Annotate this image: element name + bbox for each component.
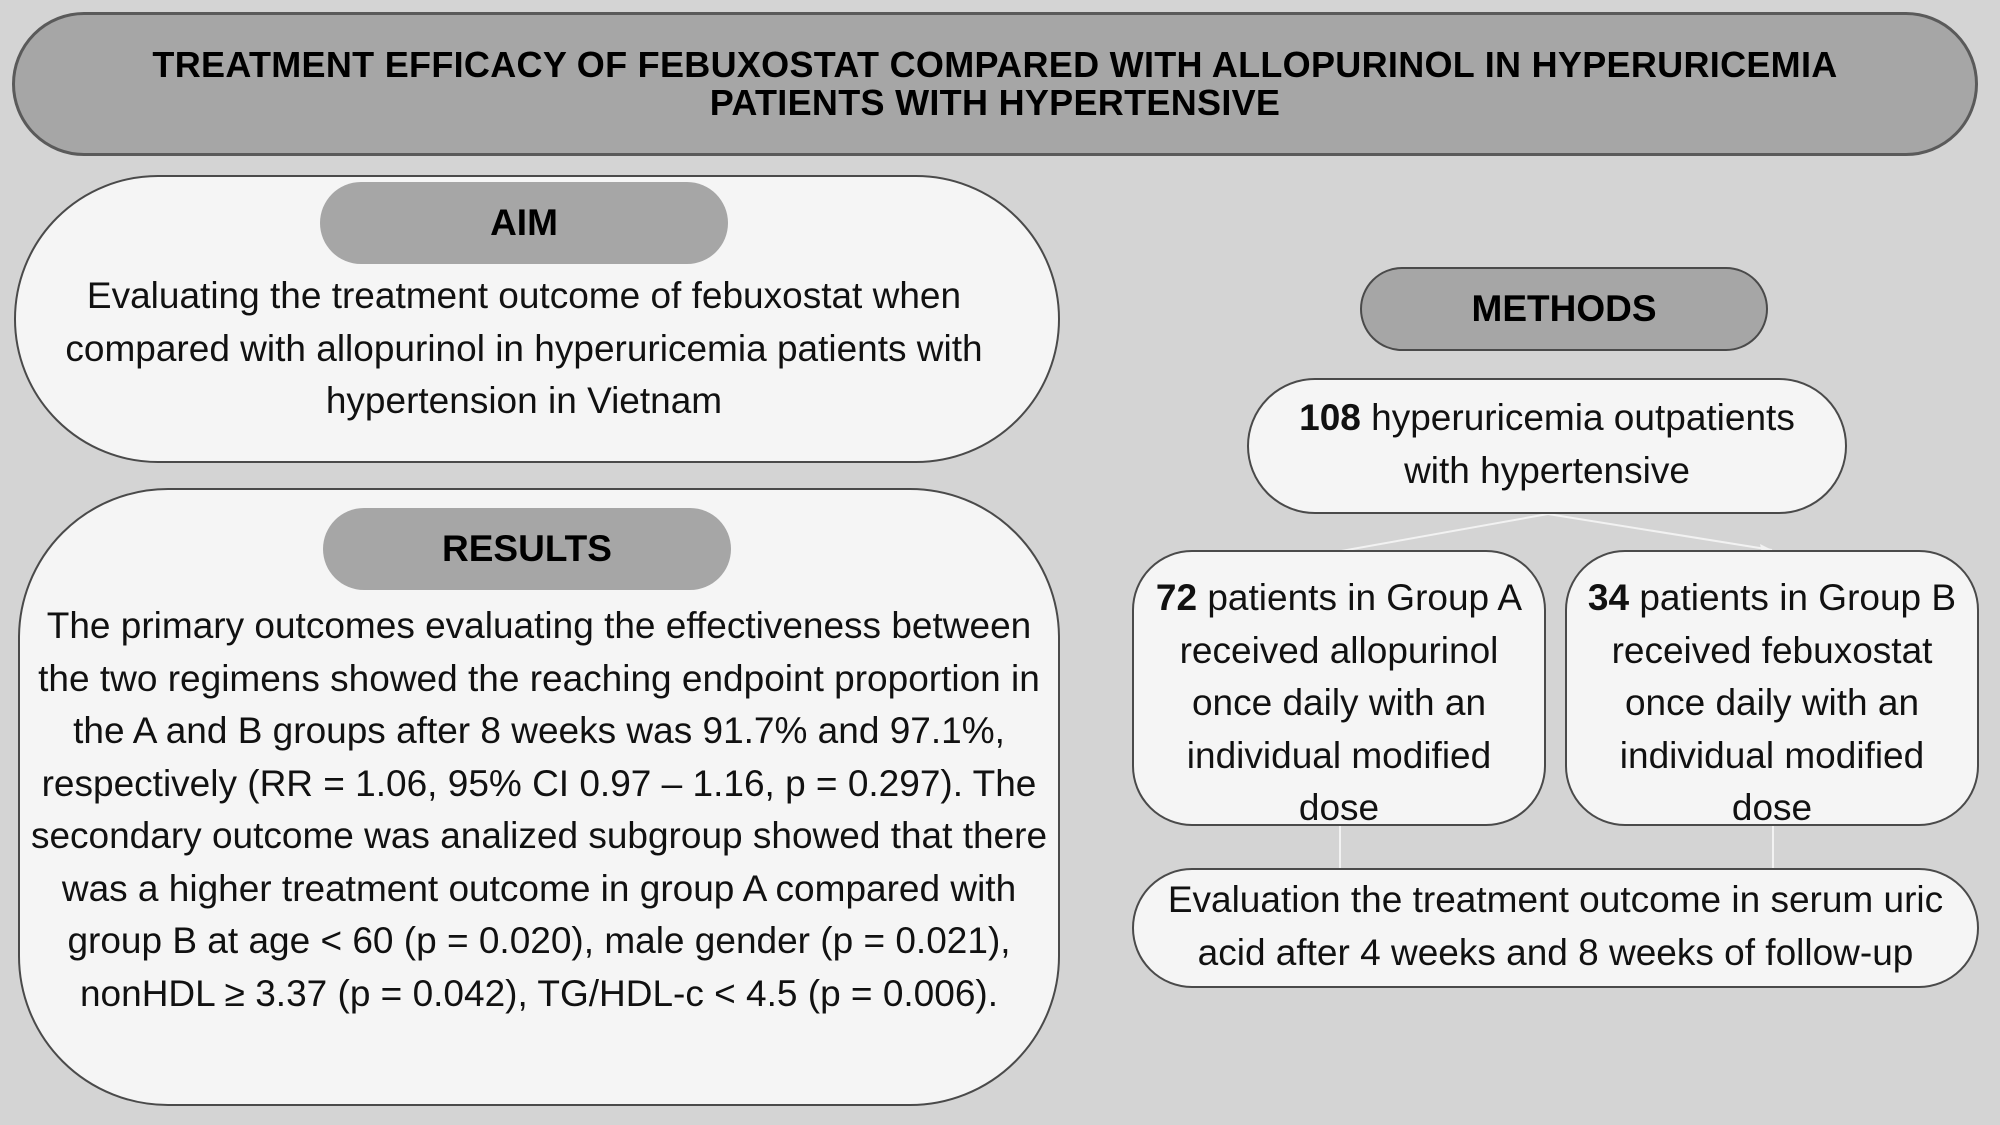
results-text: The primary outcomes evaluating the effectiveness between the two regimens showed the reaching endpoint proportion in the A and B groups after 8 weeks was 91.7% and 97.1%, respectively (RR = 1.06, 95% CI 0.97 – 1.16, p = 0.297). The secondary outcome was analized subgroup showed that there was a higher treatment outcome in group A compared with group B at age < 60 (p = 0.020), male gender (p = 0.021), nonHDL ≥ 3.37 (p = 0.042), TG/HDL-c < 4.5 (p = 0.006). xyxy=(30,605,1048,1014)
title-line-1: TREATMENT EFFICACY OF FEBUXOSTAT COMPARED WITH ALLOPURINOL IN HYPERURICEMIA xyxy=(152,44,1838,85)
node-total-patients xyxy=(1247,378,1847,514)
aim-label: AIM xyxy=(320,182,728,264)
evaluation-text: Evaluation the treatment outcome in serum uric acid after 4 weeks and 8 weeks of follow-up xyxy=(1167,879,1944,973)
group-b-count: 34 xyxy=(1587,577,1630,618)
connector-total-to-a xyxy=(1330,514,1548,553)
methods-label: METHODS xyxy=(1360,267,1768,351)
title-banner xyxy=(12,12,1978,156)
node-group-a xyxy=(1132,550,1546,826)
title-line-2: PATIENTS WITH HYPERTENSIVE xyxy=(709,82,1281,123)
group-b-text: patients in Group B received febuxostat once daily with an individual modified dose xyxy=(1611,577,1957,828)
results-label: RESULTS xyxy=(323,508,731,590)
node-group-b xyxy=(1565,550,1979,826)
aim-text: Evaluating the treatment outcome of febuxostat when compared with allopurinol in hyperuricemia patients with hypertension in Vietnam xyxy=(65,275,983,421)
group-a-text: patients in Group A received allopurinol once daily with an individual modified dose xyxy=(1179,577,1523,828)
total-count: 108 xyxy=(1299,397,1361,438)
connector-total-to-b xyxy=(1548,514,1772,550)
total-text: hyperuricemia outpatients with hypertensive xyxy=(1360,397,1795,491)
group-a-count: 72 xyxy=(1155,577,1198,618)
node-evaluation xyxy=(1132,868,1979,988)
